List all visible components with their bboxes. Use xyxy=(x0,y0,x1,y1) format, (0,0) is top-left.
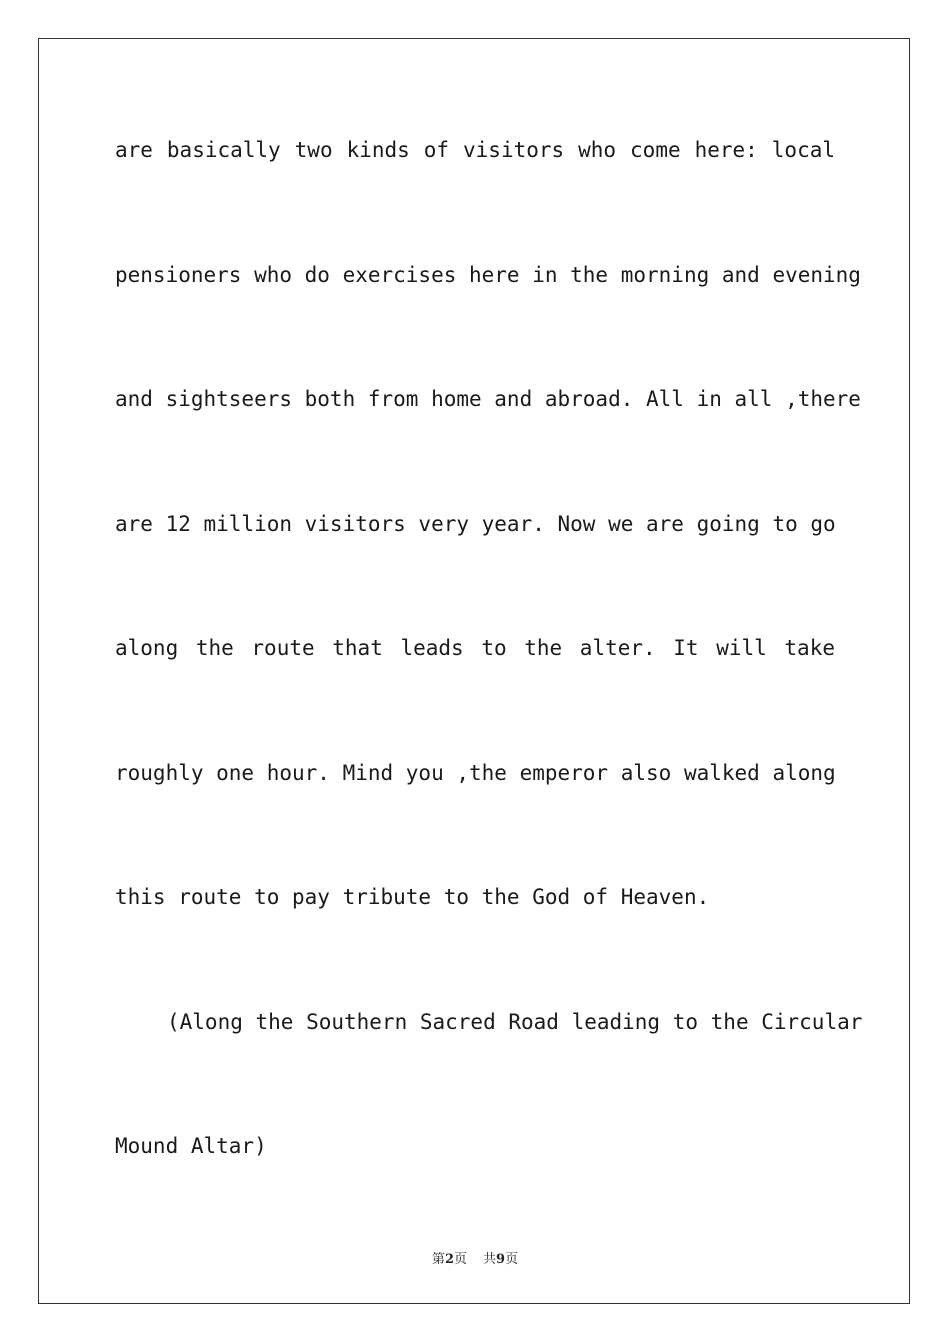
document-body xyxy=(115,115,863,1236)
current-page-number: 2 xyxy=(444,1252,454,1267)
page-footer xyxy=(0,1248,950,1267)
text-line: roughly one hour. Mind you ,the emperor also walked along xyxy=(115,760,836,785)
page-prefix: 第 xyxy=(431,1252,445,1267)
text-line-indented: (Along the Southern Sacred Road leading to the Circular xyxy=(167,1009,863,1034)
total-suffix: 页 xyxy=(505,1252,519,1267)
text-line: along the route that leads to the alter. It will take xyxy=(115,636,835,660)
page-suffix: 页 xyxy=(453,1252,467,1267)
text-line: are basically two kinds of visitors who come here: local xyxy=(115,138,835,162)
text-line: pensioners who do exercises here in the morning and evening xyxy=(115,262,861,287)
total-page-number: 9 xyxy=(496,1252,506,1267)
text-line: Mound Altar) xyxy=(115,1134,267,1158)
text-line: this route to pay tribute to the God of Heaven. xyxy=(115,885,710,909)
text-line: and sightseers both from home and abroad. All in all ,there xyxy=(115,387,861,411)
total-prefix: 共 xyxy=(483,1252,497,1267)
text-line: are 12 million visitors very year. Now we are going to go xyxy=(115,511,836,536)
